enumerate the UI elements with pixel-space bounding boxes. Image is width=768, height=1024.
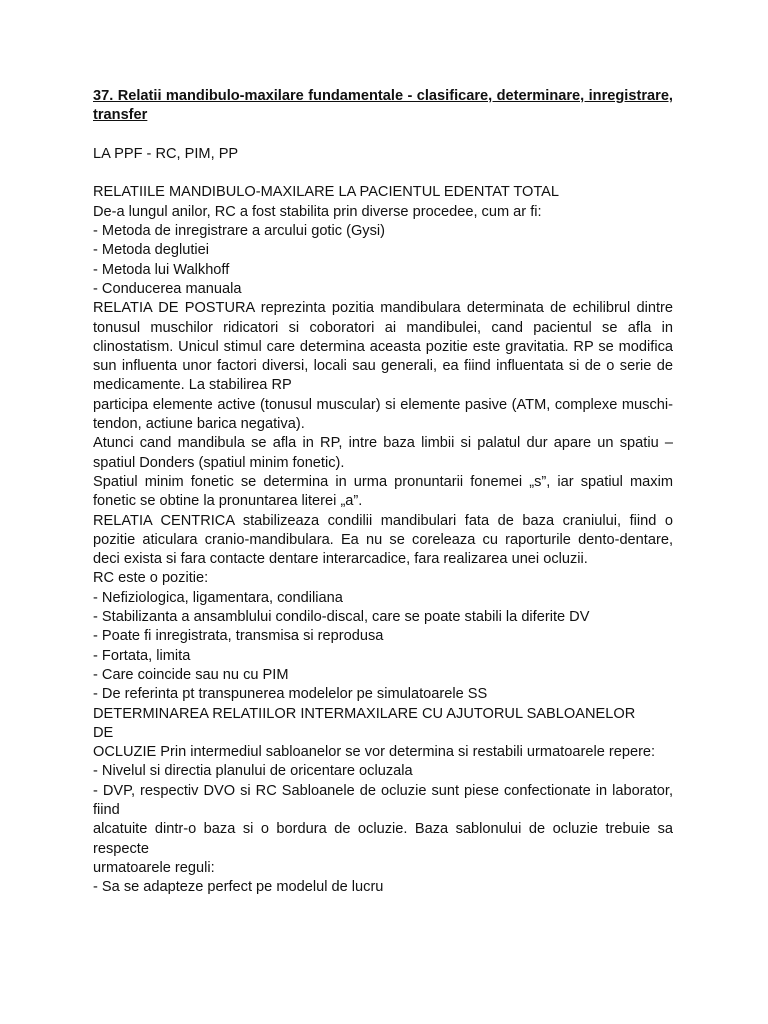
method-item: - Conducerea manuala [93,280,242,297]
repere-item: - Nivelul si directia planului de oricentare ocluzala [93,763,413,780]
spacer [93,126,673,145]
rp-paragraph: RELATIA DE POSTURA reprezinta pozitia mandibulara determinata de echilibrul dintre tonusul muschilor ridicatori si coboratori ai mandibulei, cand pacientul se afla in clinostatism. Unicul stimul care determina aceasta pozitie este gravitatia. RP se modifica sun influenta unor factori diversi, locali sau generali, ea fiind influentata si de o serie de medicamente. La stabilirea RP [93,300,673,394]
intro-line: De-a lungul anilor, RC a fost stabilita prin diverse procedee, cum ar fi: [93,203,542,220]
document-page [93,87,673,897]
rc-list-item: - De referinta pt transpunerea modelelor pe simulatoarele SS [93,686,488,703]
section-heading-edentat: RELATIILE MANDIBULO-MAXILARE LA PACIENTUL EDENTAT TOTAL [93,184,560,201]
dvp-paragraph: - DVP, respectiv DVO si RC Sabloanele de ocluzie sunt piese confectionate in laborator, fiind [93,782,673,818]
reguli-item: - Sa se adapteze perfect pe modelul de lucru [93,879,384,896]
document-title: 37. Relatii mandibulo-maxilare fundamentale - clasificare, determinare, inregistrare, transfer [93,88,673,124]
method-item: - Metoda de inregistrare a arcului gotic (Gysi) [93,223,385,240]
section-heading-sabloane: DETERMINAREA RELATIILOR INTERMAXILARE CU AJUTORUL SABLOANELOR [93,705,636,722]
ocluzie-paragraph: OCLUZIE Prin intermediul sabloanelor se vor determina si restabili urmatoarele repere: [93,744,656,761]
rc-list-intro: RC este o pozitie: [93,570,209,587]
section-heading-sabloane-cont: DE [93,724,114,741]
method-item: - Metoda lui Walkhoff [93,261,230,278]
method-item: - Metoda deglutiei [93,242,210,259]
phonetic-paragraph: Spatiul minim fonetic se determina in urma pronuntarii fonemei „s”, iar spatiul maxim fonetic se obtine la pronuntarea literei „a”. [93,473,673,510]
rc-list-item: - Care coincide sau nu cu PIM [93,666,289,683]
alcatuite-paragraph: alcatuite dintr-o baza si o bordura de ocluzie. Baza sablonului de ocluzie trebuie sa respecte [93,821,673,857]
spacer [93,164,673,183]
rp-continuation: participa elemente active (tonusul muscular) si elemente pasive (ATM, complexe muschi-tendon, actiune barica negativa). [93,396,673,433]
document-subtitle: LA PPF - RC, PIM, PP [93,145,239,162]
rc-list-item: - Poate fi inregistrata, transmisa si reprodusa [93,628,384,645]
rc-list-item: - Nefiziologica, ligamentara, condiliana [93,589,343,606]
donders-paragraph: Atunci cand mandibula se afla in RP, intre baza limbii si palatul dur apare un spatiu – spatiul Donders (spatiul minim fonetic). [93,435,673,471]
rc-list-item: - Stabilizanta a ansamblului condilo-discal, care se poate stabili la diferite DV [93,609,590,626]
rc-list-item: - Fortata, limita [93,647,191,664]
rc-paragraph: RELATIA CENTRICA stabilizeaza condilii mandibulari fata de baza craniului, fiind o pozitie aticulara cranio-mandibulara. Ea nu se coreleaza cu raporturile dento-dentare, deci exista si fara contacte dentare interarcadice, fara realizarea unei ocluzii. [93,512,673,568]
reguli-line: urmatoarele reguli: [93,859,215,876]
